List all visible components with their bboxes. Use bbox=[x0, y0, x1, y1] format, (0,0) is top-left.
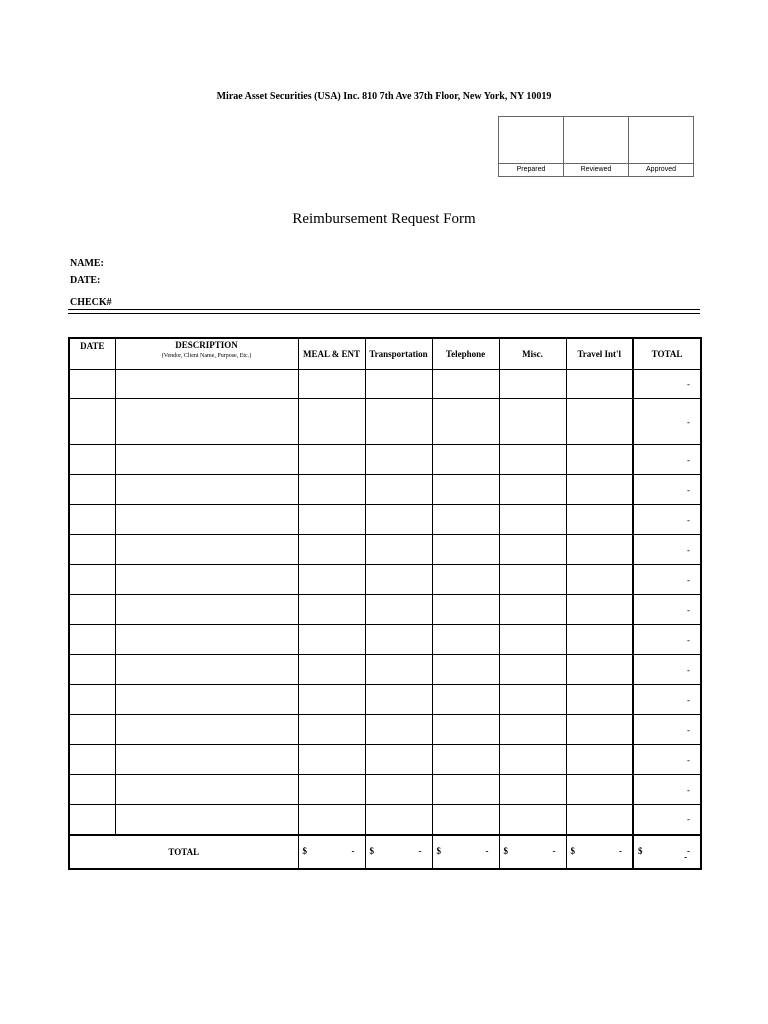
row-total-cell: - bbox=[633, 745, 701, 775]
meal-cell[interactable] bbox=[298, 445, 365, 475]
misc-cell[interactable] bbox=[499, 715, 566, 745]
transportation-cell[interactable] bbox=[365, 805, 432, 835]
currency-symbol: $ bbox=[570, 845, 575, 856]
date-cell[interactable] bbox=[69, 745, 115, 775]
transportation-cell[interactable] bbox=[365, 399, 432, 445]
transportation-cell[interactable] bbox=[365, 655, 432, 685]
transportation-cell[interactable] bbox=[365, 475, 432, 505]
name-field-label: NAME: bbox=[70, 258, 104, 269]
trailing-dash: - bbox=[684, 852, 688, 863]
travel-intl-cell[interactable] bbox=[566, 505, 633, 535]
meal-cell[interactable] bbox=[298, 505, 365, 535]
column-header-description bbox=[115, 338, 298, 370]
grand-total-amount: - bbox=[687, 845, 690, 856]
check-field-label: CHECK# bbox=[70, 297, 112, 308]
table-row bbox=[69, 625, 701, 655]
travel-intl-cell[interactable] bbox=[566, 745, 633, 775]
description-cell[interactable] bbox=[115, 370, 298, 399]
column-header-telephone: Telephone bbox=[432, 338, 499, 370]
table-row bbox=[69, 685, 701, 715]
meal-cell[interactable] bbox=[298, 625, 365, 655]
transportation-cell[interactable] bbox=[365, 370, 432, 399]
table-row bbox=[69, 745, 701, 775]
description-cell[interactable] bbox=[115, 505, 298, 535]
total-telephone-amount: - bbox=[485, 845, 489, 856]
description-cell[interactable] bbox=[115, 565, 298, 595]
misc-cell[interactable] bbox=[499, 370, 566, 399]
row-total-cell: - bbox=[633, 399, 701, 445]
misc-cell[interactable] bbox=[499, 625, 566, 655]
description-cell[interactable] bbox=[115, 475, 298, 505]
telephone-cell[interactable] bbox=[432, 745, 499, 775]
date-cell[interactable] bbox=[69, 625, 115, 655]
transportation-cell[interactable] bbox=[365, 565, 432, 595]
description-header-hint: (Vendor, Client Name, Purpose, Etc.) bbox=[161, 353, 252, 359]
travel-intl-cell[interactable] bbox=[566, 565, 633, 595]
meal-cell[interactable] bbox=[298, 685, 365, 715]
table-row bbox=[69, 535, 701, 565]
date-cell[interactable] bbox=[69, 445, 115, 475]
date-cell[interactable] bbox=[69, 775, 115, 805]
telephone-cell[interactable] bbox=[432, 715, 499, 745]
travel-intl-cell[interactable] bbox=[566, 399, 633, 445]
travel-intl-cell[interactable] bbox=[566, 775, 633, 805]
table-row bbox=[69, 399, 701, 445]
row-total-cell: - bbox=[633, 370, 701, 399]
description-cell[interactable] bbox=[115, 775, 298, 805]
divider-line bbox=[68, 313, 700, 314]
date-cell[interactable] bbox=[69, 535, 115, 565]
total-transportation-cell bbox=[365, 835, 432, 869]
reviewed-label: Reviewed bbox=[564, 164, 629, 177]
telephone-cell[interactable] bbox=[432, 475, 499, 505]
travel-intl-cell[interactable] bbox=[566, 445, 633, 475]
form-title: Reimbursement Request Form bbox=[292, 211, 476, 227]
misc-cell[interactable] bbox=[499, 565, 566, 595]
misc-cell[interactable] bbox=[499, 655, 566, 685]
total-meal-cell bbox=[298, 835, 365, 869]
travel-intl-cell[interactable] bbox=[566, 625, 633, 655]
total-meal-amount: - bbox=[351, 845, 355, 856]
misc-cell[interactable] bbox=[499, 685, 566, 715]
transportation-cell[interactable] bbox=[365, 745, 432, 775]
row-total-cell: - bbox=[633, 505, 701, 535]
row-total-cell: - bbox=[633, 685, 701, 715]
description-cell[interactable] bbox=[115, 805, 298, 835]
row-total-cell: - bbox=[633, 535, 701, 565]
transportation-cell[interactable] bbox=[365, 505, 432, 535]
date-cell[interactable] bbox=[69, 685, 115, 715]
approved-label: Approved bbox=[629, 164, 694, 177]
row-total-cell: - bbox=[633, 445, 701, 475]
meal-cell[interactable] bbox=[298, 745, 365, 775]
row-total-cell: - bbox=[633, 655, 701, 685]
currency-symbol: $ bbox=[503, 845, 508, 856]
table-row bbox=[69, 565, 701, 595]
description-cell[interactable] bbox=[115, 715, 298, 745]
table-row bbox=[69, 715, 701, 745]
description-header-label: DESCRIPTION bbox=[175, 340, 238, 350]
meal-cell[interactable] bbox=[298, 775, 365, 805]
currency-symbol: $ bbox=[638, 845, 643, 856]
description-cell[interactable] bbox=[115, 685, 298, 715]
description-cell[interactable] bbox=[115, 535, 298, 565]
date-cell[interactable] bbox=[69, 565, 115, 595]
table-row bbox=[69, 805, 701, 835]
total-misc-cell bbox=[499, 835, 566, 869]
meal-cell[interactable] bbox=[298, 370, 365, 399]
row-total-cell: - bbox=[633, 775, 701, 805]
telephone-cell[interactable] bbox=[432, 505, 499, 535]
divider-line bbox=[68, 309, 700, 310]
telephone-cell[interactable] bbox=[432, 775, 499, 805]
company-address-line: Mirae Asset Securities (USA) Inc. 810 7th Ave 37th Floor, New York, NY 10019 bbox=[216, 91, 552, 102]
misc-cell[interactable] bbox=[499, 775, 566, 805]
date-cell[interactable] bbox=[69, 595, 115, 625]
misc-cell[interactable] bbox=[499, 399, 566, 445]
table-header-row bbox=[69, 338, 701, 370]
telephone-cell[interactable] bbox=[432, 685, 499, 715]
currency-symbol: $ bbox=[302, 845, 307, 856]
description-cell[interactable] bbox=[115, 595, 298, 625]
meal-cell[interactable] bbox=[298, 655, 365, 685]
approved-signature-field[interactable] bbox=[629, 117, 694, 164]
misc-cell[interactable] bbox=[499, 475, 566, 505]
currency-symbol: $ bbox=[436, 845, 441, 856]
signoff-box bbox=[498, 116, 694, 177]
date-cell[interactable] bbox=[69, 370, 115, 399]
telephone-cell[interactable] bbox=[432, 805, 499, 835]
meal-cell[interactable] bbox=[298, 595, 365, 625]
expense-table bbox=[68, 337, 702, 870]
table-row bbox=[69, 445, 701, 475]
meal-cell[interactable] bbox=[298, 565, 365, 595]
date-cell[interactable] bbox=[69, 505, 115, 535]
travel-intl-cell[interactable] bbox=[566, 475, 633, 505]
misc-cell[interactable] bbox=[499, 505, 566, 535]
telephone-cell[interactable] bbox=[432, 565, 499, 595]
telephone-cell[interactable] bbox=[432, 625, 499, 655]
table-row bbox=[69, 370, 701, 399]
row-total-cell: - bbox=[633, 595, 701, 625]
misc-cell[interactable] bbox=[499, 805, 566, 835]
reviewed-signature-field[interactable] bbox=[564, 117, 629, 164]
prepared-label: Prepared bbox=[499, 164, 564, 177]
misc-cell[interactable] bbox=[499, 595, 566, 625]
date-field-label: DATE: bbox=[70, 275, 101, 286]
column-header-total: TOTAL bbox=[633, 338, 701, 370]
table-row bbox=[69, 775, 701, 805]
meal-cell[interactable] bbox=[298, 715, 365, 745]
date-cell[interactable] bbox=[69, 715, 115, 745]
telephone-cell[interactable] bbox=[432, 399, 499, 445]
grand-total-cell bbox=[633, 835, 701, 869]
description-cell[interactable] bbox=[115, 655, 298, 685]
column-header-date: DATE bbox=[69, 338, 115, 370]
travel-intl-cell[interactable] bbox=[566, 715, 633, 745]
travel-intl-cell[interactable] bbox=[566, 655, 633, 685]
meal-cell[interactable] bbox=[298, 399, 365, 445]
currency-symbol: $ bbox=[369, 845, 374, 856]
travel-intl-cell[interactable] bbox=[566, 685, 633, 715]
row-total-cell: - bbox=[633, 565, 701, 595]
prepared-signature-field[interactable] bbox=[499, 117, 564, 164]
description-cell[interactable] bbox=[115, 399, 298, 445]
telephone-cell[interactable] bbox=[432, 595, 499, 625]
total-telephone-cell bbox=[432, 835, 499, 869]
transportation-cell[interactable] bbox=[365, 535, 432, 565]
column-header-misc: Misc. bbox=[499, 338, 566, 370]
misc-cell[interactable] bbox=[499, 745, 566, 775]
totals-row bbox=[69, 835, 701, 869]
table-row bbox=[69, 655, 701, 685]
travel-intl-cell[interactable] bbox=[566, 370, 633, 399]
travel-intl-cell[interactable] bbox=[566, 535, 633, 565]
total-travel-amount: - bbox=[619, 845, 622, 856]
telephone-cell[interactable] bbox=[432, 655, 499, 685]
misc-cell[interactable] bbox=[499, 535, 566, 565]
transportation-cell[interactable] bbox=[365, 685, 432, 715]
telephone-cell[interactable] bbox=[432, 370, 499, 399]
travel-intl-cell[interactable] bbox=[566, 595, 633, 625]
telephone-cell[interactable] bbox=[432, 535, 499, 565]
totals-label: TOTAL bbox=[69, 835, 298, 869]
date-cell[interactable] bbox=[69, 805, 115, 835]
misc-cell[interactable] bbox=[499, 445, 566, 475]
transportation-cell[interactable] bbox=[365, 625, 432, 655]
date-cell[interactable] bbox=[69, 399, 115, 445]
travel-intl-cell[interactable] bbox=[566, 805, 633, 835]
description-cell[interactable] bbox=[115, 745, 298, 775]
total-travel-cell bbox=[566, 835, 633, 869]
total-transportation-amount: - bbox=[418, 845, 422, 856]
row-total-cell: - bbox=[633, 805, 701, 835]
description-cell[interactable] bbox=[115, 625, 298, 655]
transportation-cell[interactable] bbox=[365, 715, 432, 745]
row-total-cell: - bbox=[633, 475, 701, 505]
meal-cell[interactable] bbox=[298, 475, 365, 505]
date-cell[interactable] bbox=[69, 475, 115, 505]
table-row bbox=[69, 595, 701, 625]
transportation-cell[interactable] bbox=[365, 445, 432, 475]
table-row bbox=[69, 505, 701, 535]
table-row bbox=[69, 475, 701, 505]
description-cell[interactable] bbox=[115, 445, 298, 475]
meal-cell[interactable] bbox=[298, 535, 365, 565]
date-cell[interactable] bbox=[69, 655, 115, 685]
meal-cell[interactable] bbox=[298, 805, 365, 835]
column-header-meal: MEAL & ENT bbox=[298, 338, 365, 370]
row-total-cell: - bbox=[633, 625, 701, 655]
telephone-cell[interactable] bbox=[432, 445, 499, 475]
transportation-cell[interactable] bbox=[365, 775, 432, 805]
column-header-transportation: Transportation bbox=[365, 338, 432, 370]
row-total-cell: - bbox=[633, 715, 701, 745]
transportation-cell[interactable] bbox=[365, 595, 432, 625]
column-header-travel-intl: Travel Int'l bbox=[566, 338, 633, 370]
total-misc-amount: - bbox=[552, 845, 556, 856]
